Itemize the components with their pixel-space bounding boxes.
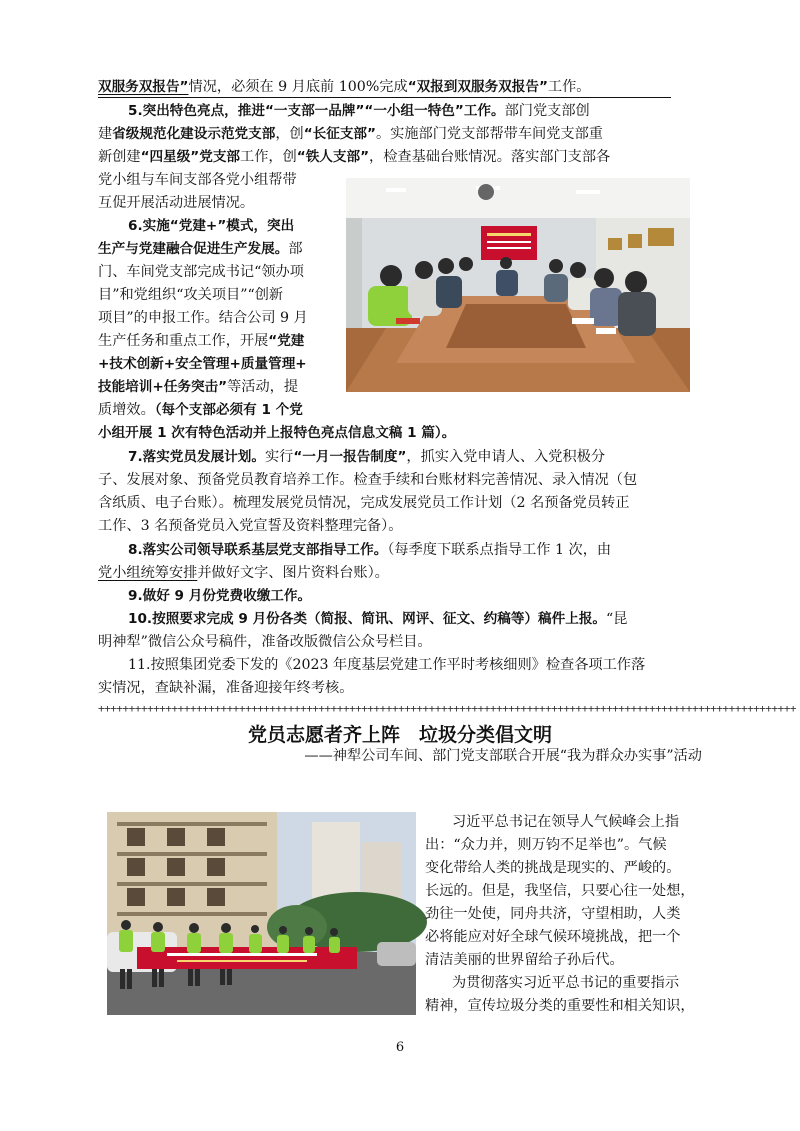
- text-line: 明神犁”微信公众号稿件，准备改版微信公众号栏目。: [98, 634, 432, 650]
- item-9-heading: 9.做好 9 月份党费收缴工作。: [128, 588, 312, 604]
- text-line: 项目”的申报工作。结合公司 9 月: [98, 310, 308, 326]
- text-line: 党小组统筹安排并做好文字、图片资料台账）。: [98, 565, 389, 581]
- article-text: 劲往一处使，同舟共济，守望相助，人类: [425, 906, 681, 922]
- meeting-photo: [346, 178, 690, 392]
- text-line: 工作、3 名预备党员入党宣誓及资料整理完备）。: [98, 518, 403, 534]
- item-6-heading: 6.实施“党建+”模式，突出: [128, 218, 295, 234]
- item-5-heading: 5.突出特色亮点，推进“一支部一品牌”“一小组一特色”工作。部门党支部创: [128, 103, 590, 119]
- text-line: 生产与党建融合促进生产发展。部: [98, 241, 303, 257]
- item-11-text: 11.按照集团党委下发的《2023 年度基层党建工作平时考核细则》检查各项工作落: [128, 657, 646, 673]
- text-line: 建省级规范化建设示范党支部，创“长征支部”。实施部门党支部帮带车间党支部重: [98, 126, 603, 142]
- article-text: 清洁美丽的世界留给子孙后代。: [425, 952, 624, 968]
- text-line: +技术创新+安全管理+质量管理+: [98, 356, 307, 372]
- volunteers-photo: [107, 812, 416, 1015]
- article-text: 为贯彻落实习近平总书记的重要指示: [452, 975, 680, 991]
- text-line: 子、发展对象、预备党员教育培养工作。检查手续和台账材料完善情况、录入情况（包: [98, 472, 638, 488]
- item-7-heading: 7.落实党员发展计划。实行“一月一报告制度”，抓实入党申请人、入党积极分: [128, 449, 606, 465]
- article-text: 变化带给人类的挑战是现实的、严峻的。: [425, 860, 681, 876]
- text-line: 新创建“四星级”党支部工作，创“铁人支部”，检查基础台账情况。落实部门支部各: [98, 149, 611, 165]
- text-line: 技能培训+任务突击”等活动，提: [98, 379, 299, 395]
- article-text: 习近平总书记在领导人气候峰会上指: [452, 814, 680, 830]
- text-line: 含纸质、电子台账）。梳理发展党员情况，完成发展党员工作计划（2 名预备党员转正: [98, 495, 630, 511]
- text-line: 互促开展活动进展情况。: [98, 195, 255, 211]
- text-line: 生产任务和重点工作，开展“党建: [98, 333, 305, 349]
- article-text: 长远的。但是，我坚信，只要心往一处想，: [425, 883, 695, 899]
- text-line: 双服务双报告”情况，必须在 9 月底前 100%完成“双报到双服务双报告”工作。: [98, 79, 591, 95]
- item-10-heading: 10.按照要求完成 9 月份各类（简报、简讯、网评、征文、约稿等）稿件上报。“昆: [128, 611, 628, 627]
- underline-rule: [98, 97, 671, 98]
- text-line: 党小组与车间支部各党小组帮带: [98, 172, 297, 188]
- text-line: 质增效。（每个支部必须有 1 个党: [98, 402, 303, 418]
- text-line: 实情况，查缺补漏，准备迎接年终考核。: [98, 680, 354, 696]
- article-subtitle: ——神犁公司车间、部门党支部联合开展“我为群众办实事”活动: [304, 748, 702, 764]
- article-title: 党员志愿者齐上阵 垃圾分类倡文明: [247, 724, 552, 746]
- section-divider: ++++++++++++++++++++++++++++++++++++++++++++++++++++++++++++++++++++++++++++++++++++++++++++++++++++++++++++++++++: [98, 702, 796, 715]
- page-number: 6: [395, 1040, 405, 1055]
- article-text: 必将能应对好全球气候环境挑战，把一个: [425, 929, 681, 945]
- text-line: 门、车间党支部完成书记“领办项: [98, 264, 304, 280]
- article-text: 精神，宣传垃圾分类的重要性和相关知识，: [425, 998, 695, 1014]
- item-8-heading: 8.落实公司领导联系基层党支部指导工作。（每季度下联系点指导工作 1 次，由: [128, 542, 612, 558]
- text-line: 小组开展 1 次有特色活动并上报特色亮点信息文稿 1 篇）。: [98, 425, 456, 441]
- text-line: 目”和党组织“攻关项目”“创新: [98, 287, 284, 303]
- article-text: 出：“众力并，则万钧不足举也”。气候: [425, 837, 667, 853]
